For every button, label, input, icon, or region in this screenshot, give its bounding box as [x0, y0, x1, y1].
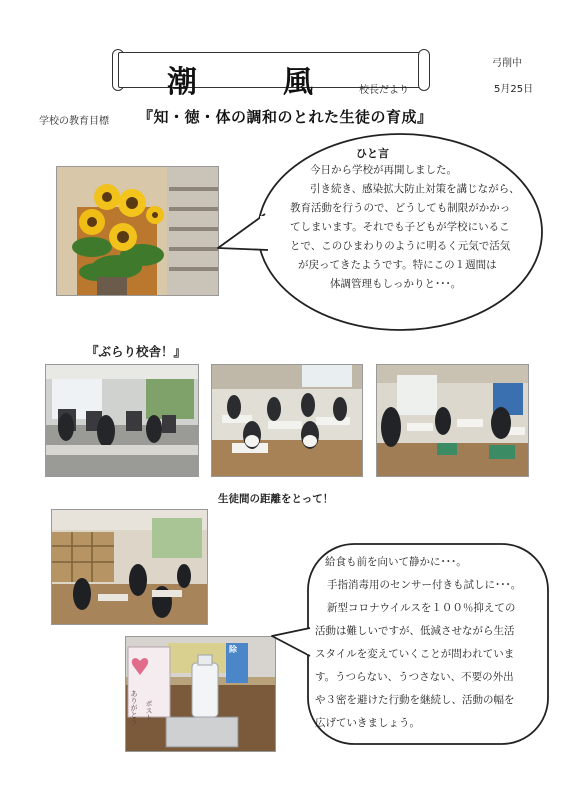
school-name: 弓削中: [492, 58, 522, 69]
sanitizer-image: [126, 637, 275, 751]
title-banner: [112, 46, 430, 100]
message1-line: が戻ってきたようです。特にこの１週間は: [298, 259, 497, 271]
message2-line: 給食も前を向いて静かに･･･。: [325, 556, 467, 568]
computer-room-image: [46, 365, 198, 476]
goal-text: 『知・徳・体の調和のとれた生徒の育成』: [138, 108, 433, 126]
lesson-photo: [376, 364, 529, 477]
message1-text: [290, 161, 520, 294]
tour-title: 『ぶらり校舎！』: [86, 344, 187, 359]
distance-caption: 生徒間の距離をとって！: [218, 493, 334, 505]
message2-text: [315, 551, 521, 735]
classroom-photo: [211, 364, 363, 477]
sign-text-top: 除: [229, 645, 237, 654]
banner-scroll-right: [418, 49, 430, 91]
message1-line: 今日から学校が再開しました。: [310, 164, 457, 176]
goal-label: 学校の教育目標: [39, 116, 109, 127]
sign-text-bot: ポスト: [145, 700, 153, 721]
message1-heading: ひと言: [356, 147, 389, 160]
classroom-image: [212, 365, 362, 476]
message2-line: 新型コロナウイルスを１００％抑えての: [327, 602, 516, 614]
sanitizer-photo: [125, 636, 276, 752]
message2-line: スタイルを変えていくことが問われていま: [315, 648, 515, 660]
newsletter-title: 潮 風: [167, 65, 341, 100]
sign-text-mid: ありがとう: [130, 690, 138, 725]
message1-line: とで、このひまわりのように明るく元気で活気: [290, 240, 511, 252]
issue-date: 5月25日: [494, 84, 534, 95]
message1-line: 引き続き、感染拡大防止対策を講じながら、: [310, 183, 520, 195]
message2-line: や３密を避けた行動を継続し、活動の幅を: [315, 694, 515, 706]
computer-room-photo: [45, 364, 199, 477]
message1-line: 体調管理もしっかりと･･･。: [330, 278, 462, 290]
message2-line: 手指消毒用のセンサー付きも試しに･･･。: [327, 579, 522, 591]
newsletter-subtitle: 校長だより: [359, 85, 409, 96]
lunch-photo: [51, 509, 208, 625]
lunch-image: [52, 510, 207, 624]
message2-line: す。うつらない、うつさない、不要の外出: [315, 671, 514, 683]
message2-line: 活動は難しいですが、低減させながら生活: [315, 625, 515, 637]
message1-line: 教育活動を行うので、どうしても制限がかかっ: [290, 202, 511, 214]
lesson-image: [377, 365, 528, 476]
banner-body: [118, 52, 426, 100]
sunflower-photo: [56, 166, 219, 296]
sunflower-image: [57, 167, 218, 295]
message1-line: てしまいます。それでも子どもが学校にいるこ: [290, 221, 510, 233]
message2-line: 広げていきましょう。: [315, 717, 420, 729]
